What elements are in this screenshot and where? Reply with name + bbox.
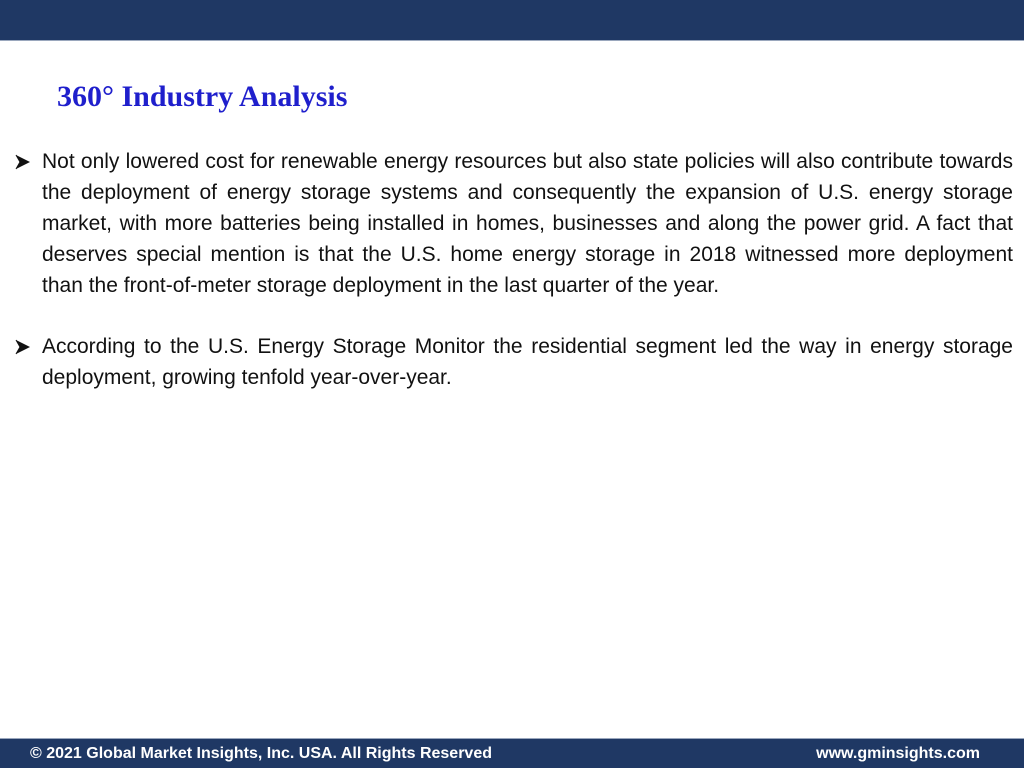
bullet-text: Not only lowered cost for renewable energy resources but also state policies will also contribute towards the deployment of energy storage systems and consequently the expansion of U.S. energy storage market, with more batteries being installed in homes, businesses and along the power grid. A fact that deserves special mention is that the U.S. home energy storage in 2018 witnessed more deployment than the front-of-meter storage deployment in the last quarter of the year. [42, 150, 1013, 297]
arrow-bullet-icon [12, 331, 42, 362]
slide-title: 360° Industry Analysis [57, 80, 348, 113]
footer-website: www.gminsights.com [816, 744, 980, 762]
header-bar [0, 0, 1024, 41]
bullet-item [12, 146, 1013, 301]
footer-copyright: © 2021 Global Market Insights, Inc. USA. All Rights Reserved [30, 744, 492, 762]
bullet-list [12, 146, 1013, 423]
bullet-text: According to the U.S. Energy Storage Monitor the residential segment led the way in energy storage deployment, growing tenfold year-over-year. [42, 335, 1013, 389]
bullet-item [12, 331, 1013, 393]
arrow-bullet-icon [12, 146, 42, 177]
footer-bar [0, 738, 1024, 768]
